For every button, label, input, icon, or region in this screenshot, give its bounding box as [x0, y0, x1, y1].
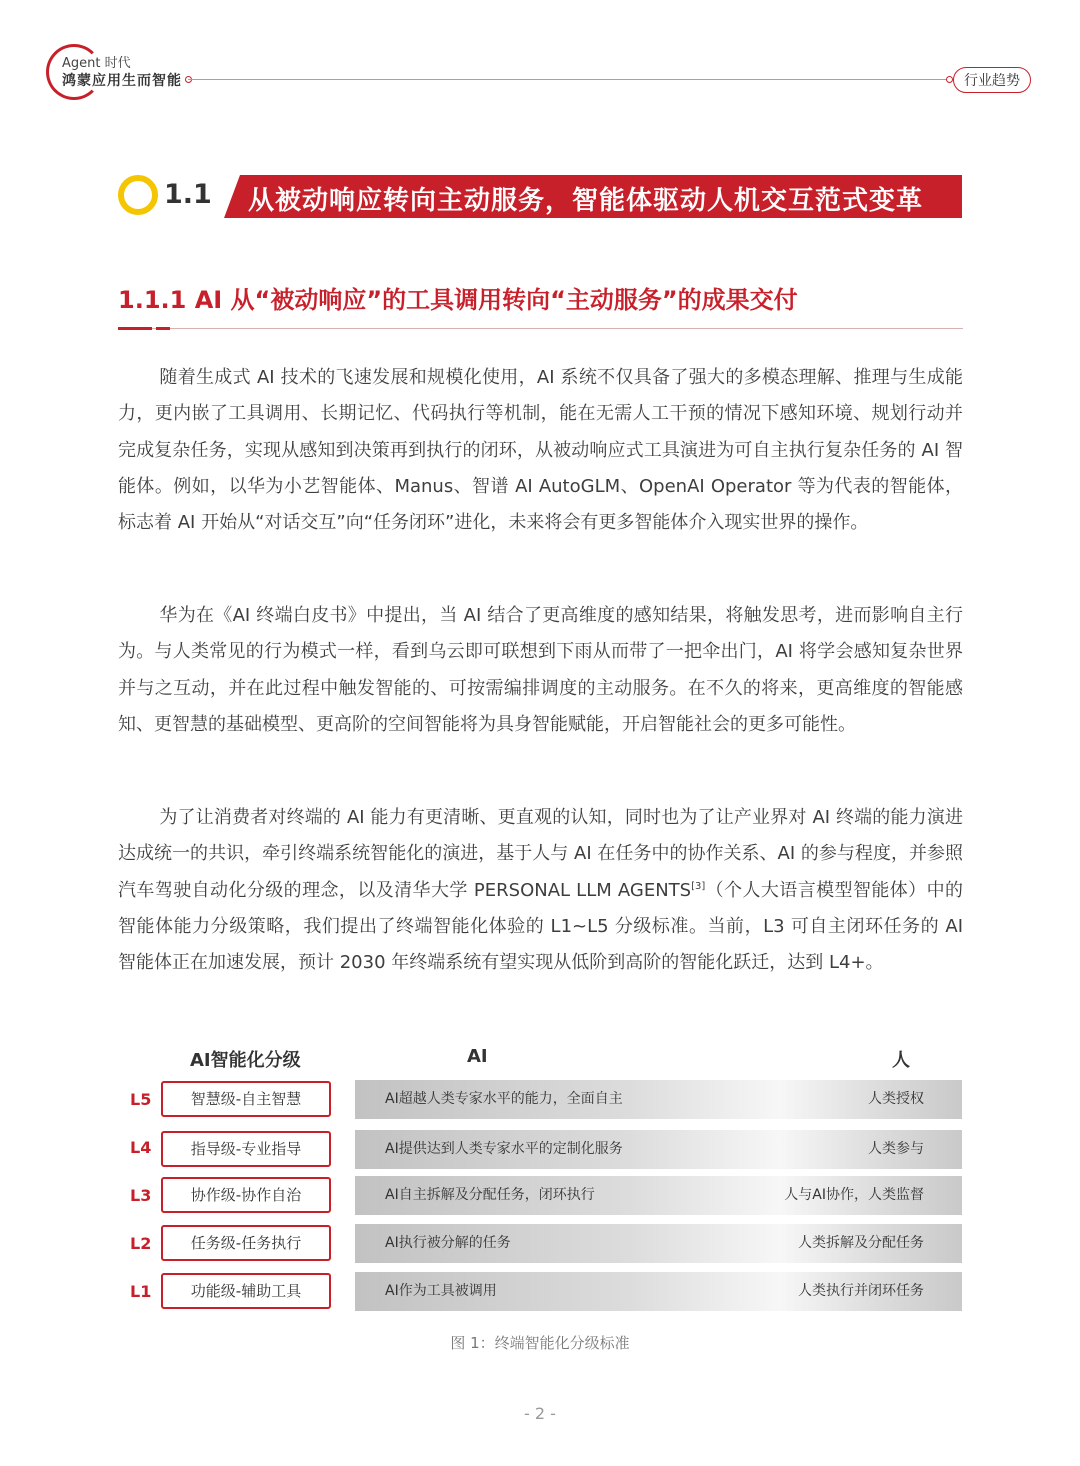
subsection-rule [118, 328, 963, 329]
level-ai-desc: AI执行被分解的任务 [385, 1235, 511, 1251]
paragraph-3-text-b: （个人大语言模型智能体）中的智能体能力分级策略，我们提出了终端智能化体验的 L1~L5 分级标准。当前，L3 可自主闭环任务的 AI 智能体正在加速发展，预计 2030 年终端系统有望实现从低阶到高阶的智能化跃迁，达到 L4+。 [118, 879, 963, 974]
header-category-tag: 行业趋势 [953, 67, 1031, 93]
level-name-box: 指导级-专业指导 [161, 1131, 331, 1167]
level-label: L2 [130, 1234, 152, 1253]
level-human-desc: 人与AI协作，人类监督 [784, 1187, 924, 1203]
level-human-desc: 人类拆解及分配任务 [798, 1235, 924, 1251]
header-subtitle: Agent 时代 [62, 56, 131, 71]
level-row [355, 1176, 962, 1215]
level-ai-desc: AI自主拆解及分配任务，闭环执行 [385, 1187, 595, 1203]
level-human-desc: 人类参与 [868, 1141, 924, 1157]
paragraph-2: 华为在《AI 终端白皮书》中提出，当 AI 结合了更高维度的感知结果，将触发思考，进而影响自主行为。与人类常见的行为模式一样，看到乌云即可联想到下雨从而带了一把伞出门，AI 将学会感知复杂世界并与之互动，并在此过程中触发智能的、可按需编排调度的主动服务。在不久的将来，更高维度的智能感知、更智慧的基础模型、更高阶的空间智能将为具身智能赋能，开启智能社会的更多可能性。 [118, 605, 963, 735]
figure-col-levels: AI智能化分级 [190, 1050, 301, 1071]
level-label: L5 [130, 1090, 152, 1109]
paragraph-1: 随着生成式 AI 技术的飞速发展和规模化使用，AI 系统不仅具备了强大的多模态理解、推理与生成能力，更内嵌了工具调用、长期记忆、代码执行等机制，能在无需人工干预的情况下感知环境、规划行动并完成复杂任务，实现从感知到决策再到执行的闭环，从被动响应式工具演进为可自主执行复杂任务的 AI 智能体。例如，以华为小艺智能体、Manus、智谱 AI AutoGLM、OpenAI Operator 等为代表的智能体，标志着 AI 开始从“对话交互”向“任务闭环”进化，未来将会有更多智能体介入现实世界的操作。 [118, 367, 963, 534]
level-name-box: 智慧级-自主智慧 [161, 1081, 331, 1117]
level-human-desc: 人类执行并闭环任务 [798, 1283, 924, 1299]
header-title: 鸿蒙应用生而智能 [62, 73, 182, 89]
subsection-accent [118, 327, 152, 330]
level-ai-desc: AI提供达到人类专家水平的定制化服务 [385, 1141, 623, 1157]
level-ai-desc: AI超越人类专家水平的能力，全面自主 [385, 1091, 623, 1107]
paragraph-3 [118, 800, 963, 981]
level-row [355, 1224, 962, 1263]
subsection-accent-small [156, 327, 170, 330]
figure-caption: 图 1：终端智能化分级标准 [450, 1334, 630, 1352]
section-title: 从被动响应转向主动服务，智能体驱动人机交互范式变革 [248, 186, 924, 216]
header-rule-dot-right [946, 76, 953, 83]
level-label: L4 [130, 1138, 152, 1157]
level-row [355, 1130, 962, 1169]
figure-col-ai: AI [467, 1046, 488, 1067]
level-name-box: 协作级-协作自治 [161, 1177, 331, 1213]
level-row [355, 1080, 962, 1119]
level-ai-desc: AI作为工具被调用 [385, 1283, 497, 1299]
level-label: L3 [130, 1186, 152, 1205]
section-number: 1.1 [164, 179, 212, 210]
level-name-box: 任务级-任务执行 [161, 1225, 331, 1261]
paragraph-3-text-a: 为了让消费者对终端的 AI 能力有更清晰、更直观的认知，同时也为了让产业界对 AI 终端的能力演进达成统一的共识，牵引终端系统智能化的演进，基于人与 AI 在任务中的协作关系、AI 的参与程度，并参照汽车驾驶自动化分级的理念，以及清华大学 PERSONAL LLM AGENTS [118, 807, 963, 901]
reference-marker: [3] [691, 880, 706, 892]
level-row [355, 1272, 962, 1311]
figure-col-human: 人 [892, 1050, 910, 1071]
page-number: - 2 - [524, 1404, 556, 1423]
level-name-box: 功能级-辅助工具 [161, 1273, 331, 1309]
level-label: L1 [130, 1282, 152, 1301]
level-human-desc: 人类授权 [868, 1091, 924, 1107]
subsection-title: 1.1.1 AI 从“被动响应”的工具调用转向“主动服务”的成果交付 [118, 286, 798, 314]
header-rule [188, 79, 950, 80]
section-circle-icon [118, 175, 158, 215]
